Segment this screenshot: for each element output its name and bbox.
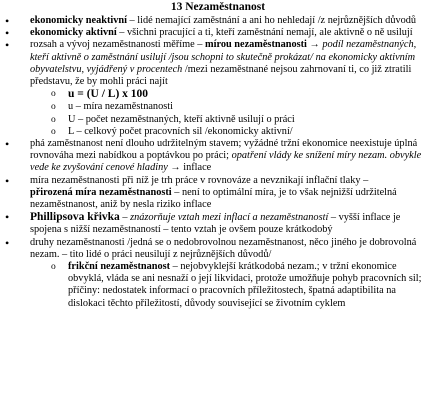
list-item [30, 15, 432, 27]
term-bold: mírou nezaměstnanosti [205, 39, 307, 51]
bullet-list [0, 15, 436, 310]
list-item [30, 237, 432, 310]
item-italic: → podíl nezaměstnaných, kteří aktivně o zaměstnání usilují /jsou schopni to skutečně prokázat/ na ekonomicky aktivním obyvatelstvu, vyjádřený v procentech [30, 39, 417, 75]
item-text: – všichni pracující a ti, kteří zaměstnání nemají, ale aktivně o ně usilují [116, 27, 413, 39]
document-title: 13 Nezaměstnanost [170, 1, 266, 13]
term-bold: frikční nezaměstnanost [68, 261, 171, 273]
item-text: – nejobvyklejší krátkodobá nezam.; v tržní ekonomice obvyklá, vláda se ani nesnaží o její likvidaci, protože umožňuje pohyb pracovních sil; příčiny: nedostatek informací o pracovních příležitostech, špatná adaptibilita na dislokaci těchto příležitostí, důvody související se životním cyklem [68, 261, 422, 309]
formula-def: L – celkový počet pracovních sil /ekonomicky aktivní/ [68, 125, 293, 137]
frictional-item [68, 261, 432, 310]
term-bold: Phillipsova křivka [30, 211, 120, 224]
item-text: – lidé nemající zaměstnání a ani ho nehledají /z nejrůznějších důvodů [126, 15, 417, 26]
item-text: /mezi nezaměstnané nejsou zahrnovaní ti, co již ztratili představu, že by mohli práci najít [30, 63, 412, 88]
item-text: druhy nezaměstnanosti /jedná se o nedobrovolnou nezaměstnanost, něco jiného je dobrovolná nezam. – tito lidé o práci neusilují z nejrůznějších důvodů/ [30, 236, 417, 260]
item-text: – není to optimální míra, je to však nejnižší udržitelná nezaměstnanost, aniž by nesla riziko inflace [30, 186, 397, 211]
formula: u = (U / L) x 100 [68, 88, 149, 101]
sub-list [30, 261, 432, 310]
sub-list [30, 88, 432, 138]
formula-def: u – míra nezaměstnanosti [68, 101, 173, 113]
item-italic: opatření vlády ke snížení míry nezam. obvykle vede ke zvyšování cenové hladiny [30, 150, 422, 174]
item-text: phá zaměstnanost není dlouho udržitelným stavem; vyžádné tržní ekonomice neexistuje úplná rovnováha mezi nabídkou a poptávkou po práci; [30, 138, 418, 162]
formula-def: U – počet nezaměstnaných, kteří aktivně usilují o práci [68, 113, 295, 125]
item-text: – vyšší inflace je spojena s nižší nezaměstnaností – tento vztah je ovšem pouze krátkodobý [30, 212, 401, 236]
formula-line [68, 101, 432, 113]
list-item [30, 138, 432, 175]
list-item [30, 39, 432, 138]
list-item [30, 27, 432, 39]
term-bold: ekonomicky aktivní [30, 27, 117, 39]
list-item [30, 211, 432, 236]
item-text: míra nezaměstnanosti při níž je trh práce v rovnováze a nevznikají inflační tlaky – [30, 174, 369, 186]
list-item [30, 175, 432, 212]
item-text: rozsah a vývoj nezaměstnanosti měříme – [30, 39, 205, 51]
term-bold: přirozená míra nezaměstnanosti [30, 186, 172, 198]
term-bold: ekonomicky neaktivní [30, 15, 127, 26]
item-text: → inflace [167, 162, 212, 174]
item-italic: – znázorňuje vztah mezi inflací a nezaměstnaností [119, 212, 329, 224]
formula-line [68, 114, 432, 126]
formula-line [68, 88, 432, 101]
formula-line [68, 126, 432, 138]
